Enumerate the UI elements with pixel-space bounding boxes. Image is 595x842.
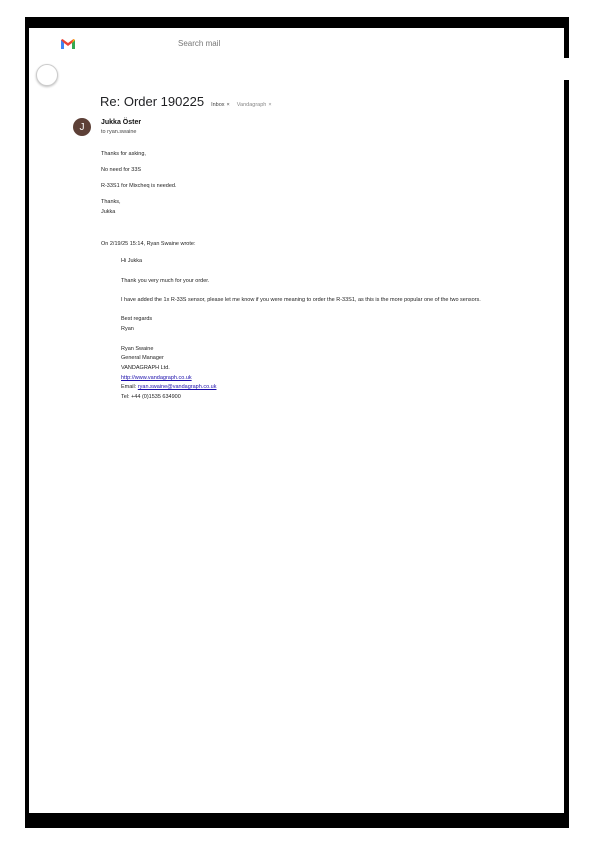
close-icon[interactable]: × — [226, 102, 230, 108]
close-icon[interactable]: × — [268, 102, 272, 108]
quote-name: Ryan — [121, 326, 134, 332]
gmail-logo-icon[interactable] — [60, 38, 76, 50]
subject-row — [100, 94, 272, 109]
label-inbox-text: Inbox — [211, 102, 225, 108]
label-vandagraph-text: Vandagraph — [236, 102, 267, 108]
window-frame-left — [25, 17, 29, 828]
avatar[interactable] — [73, 118, 91, 136]
signature-email-label: Email: — [121, 384, 138, 390]
signature-tel: Tel: +44 (0)1535 634900 — [121, 394, 181, 400]
compose-button[interactable] — [36, 64, 58, 86]
reply-line: No need for 33S — [101, 167, 142, 173]
signature-email-line — [121, 383, 216, 391]
email-subject: Re: Order 190225 — [100, 94, 205, 109]
sender-name[interactable]: Jukka Öster — [101, 119, 142, 126]
quote-greeting: Hi Jukka — [121, 258, 143, 264]
window-frame-gap — [564, 58, 569, 80]
signature-website-link[interactable]: http://www.vandagraph.co.uk — [121, 375, 192, 381]
signature-company: VANDAGRAPH Ltd. — [121, 365, 170, 371]
avatar-initial: J — [79, 121, 85, 133]
reply-line: Thanks for asking, — [101, 151, 146, 157]
label-chip-inbox[interactable] — [211, 102, 230, 108]
search-input[interactable]: Search mail — [178, 39, 221, 48]
quote-body: I have added the 1x R-33S sensor, please let me know if you were meaning to order the R-33S1, as this is the more popular one of the two sensors. — [121, 297, 481, 303]
quote-thanks: Thank you very much for your order. — [121, 278, 210, 284]
signature-name: Ryan Swaine — [121, 346, 154, 352]
signature-title: General Manager — [121, 355, 164, 361]
recipient-line[interactable]: to ryan.swaine — [101, 129, 137, 135]
signature-email-link[interactable]: ryan.swaine@vandagraph.co.uk — [137, 384, 217, 390]
label-chip-vandagraph[interactable] — [237, 102, 272, 108]
reply-line: Thanks, — [101, 199, 121, 205]
reply-line: Jukka — [101, 209, 116, 215]
window-frame-bottom — [25, 813, 569, 828]
quote-regards: Best regards — [121, 316, 153, 322]
quote-header: On 2/19/25 15:14, Ryan Swaine wrote: — [101, 241, 196, 247]
window-frame-right — [564, 17, 569, 828]
window-frame-top — [25, 17, 569, 28]
reply-line: R-33S1 for Mixcheq is needed. — [101, 183, 177, 189]
